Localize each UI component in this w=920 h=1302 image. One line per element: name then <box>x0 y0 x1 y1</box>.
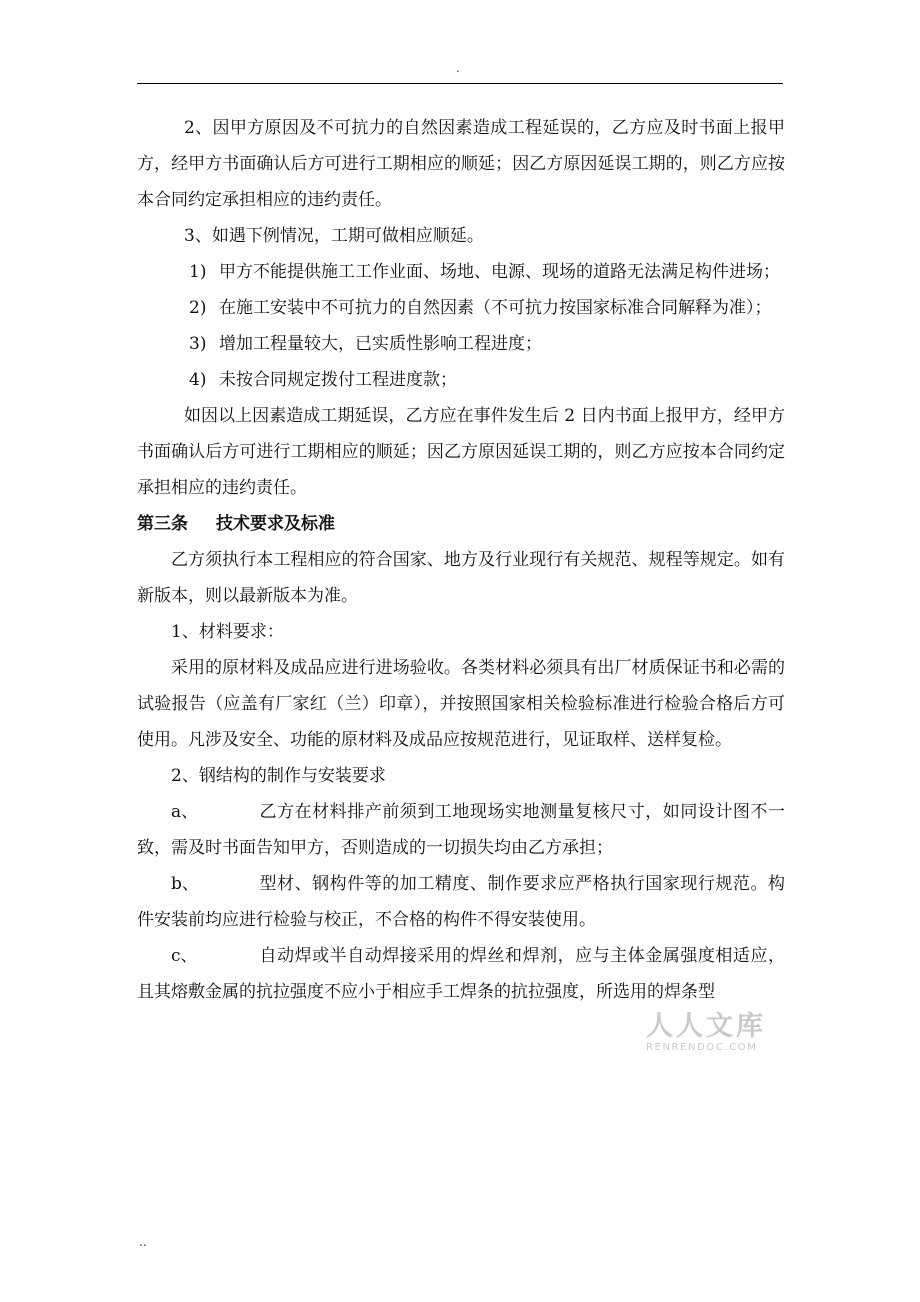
steel-item-text: 型材、钢构件等的加工精度、制作要求应严格执行国家现行规范。构件安装前均应进行检验与校正，不合格的构件不得安装使用。 <box>137 874 785 930</box>
paragraph-delay-clause: 2、因甲方原因及不可抗力的自然因素造成工程延误的，乙方应及时书面上报甲方，经甲方书面确认后方可进行工期相应的顺延；因乙方原因延误工期的，则乙方应按本合同约定承担相应的违约责任。 <box>137 118 785 210</box>
steel-item <box>137 794 785 866</box>
list-item-number: 4) <box>189 370 207 390</box>
watermark-title: 人人文库 <box>646 1011 766 1042</box>
paragraph-delay-reporting: 如因以上因素造成工期延误，乙方应在事件发生后 2 日内书面上报甲方，经甲方书面确认后方可进行工期相应的顺延；因乙方原因延误工期的，则乙方应按本合同约定承担相应的违约责任。 <box>137 406 785 498</box>
watermark-url: RENRENDOC.COM <box>646 1042 758 1053</box>
document-body <box>137 110 785 1010</box>
steel-item <box>137 938 785 1010</box>
list-item-text: 甲方不能提供施工工作业面、场地、电源、现场的道路无法满足构件进场； <box>219 262 780 282</box>
steel-item <box>137 866 785 938</box>
list-item-text: 在施工安装中不可抗力的自然因素（不可抗力按国家标准合同解释为准）； <box>219 298 772 318</box>
steel-item-label: b、 <box>171 874 199 894</box>
section-number: 第三条 <box>137 514 188 534</box>
paragraph-standards-intro: 乙方须执行本工程相应的符合国家、地方及行业现行有关规范、规程等规定。如有新版本，则以最新版本为准。 <box>137 550 785 606</box>
list-item <box>137 290 785 326</box>
paragraph-extension-conditions: 3、如遇下例情况，工期可做相应顺延。 <box>184 226 484 246</box>
list-item-text: 增加工程量较大，已实质性影响工程进度； <box>219 334 542 354</box>
steel-item-label: a、 <box>171 802 199 822</box>
section-title: 技术要求及标准 <box>216 514 335 534</box>
list-item <box>137 362 785 398</box>
paragraph-material-requirements: 采用的原材料及成品应进行进场验收。各类材料必须具有出厂材质保证书和必需的试验报告（应盖有厂家红（兰）印章），并按照国家相关检验标准进行检验合格后方可使用。凡涉及安全、功能的原材料及成品应按规范进行，见证取样、送样复检。 <box>137 658 785 750</box>
watermark-logo <box>646 1012 774 1054</box>
list-item-text: 未按合同规定拨付工程进度款； <box>219 370 457 390</box>
steel-item-text: 自动焊或半自动焊接采用的焊丝和焊剂，应与主体金属强度相适应，且其熔敷金属的抗拉强度不应小于相应手工焊条的抗拉强度，所选用的焊条型 <box>137 946 785 1002</box>
section-heading <box>137 506 785 542</box>
list-item-number: 2) <box>189 298 207 318</box>
list-item <box>137 254 785 290</box>
steel-heading: 2、钢结构的制作与安装要求 <box>171 766 386 786</box>
footer-dots: .. <box>139 1235 147 1249</box>
material-heading: 1、材料要求： <box>171 622 284 642</box>
list-item-number: 1) <box>189 262 207 282</box>
list-item-number: 3) <box>189 334 207 354</box>
header-dot: . <box>456 61 460 75</box>
list-item <box>137 326 785 362</box>
steel-item-label: c、 <box>171 946 198 966</box>
steel-item-text: 乙方在材料排产前须到工地现场实地测量复核尺寸，如同设计图不一致，需及时书面告知甲方，否则造成的一切损失均由乙方承担； <box>137 802 785 858</box>
header-rule <box>137 83 783 84</box>
